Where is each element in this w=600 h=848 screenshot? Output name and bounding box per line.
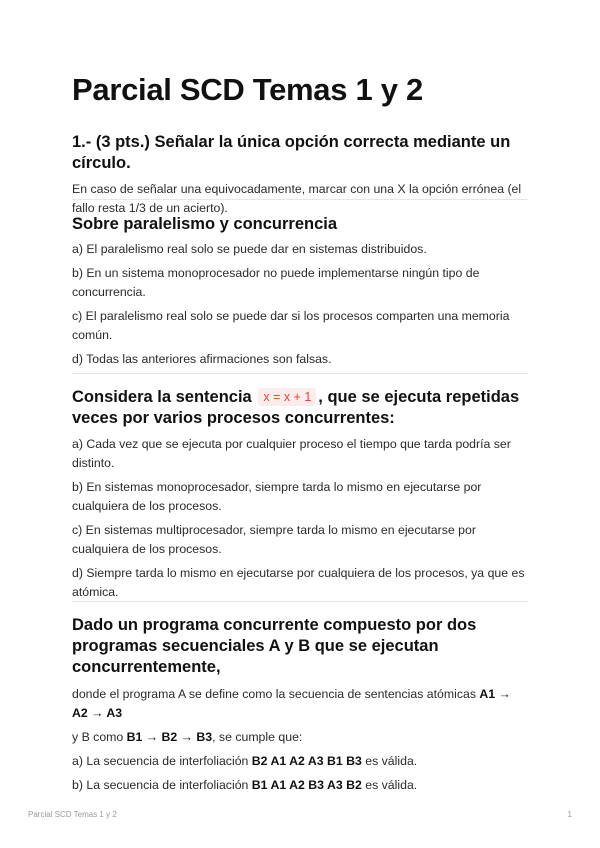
option-a-post: es válida. xyxy=(361,754,418,768)
section-3-option-a xyxy=(72,752,528,771)
page-number: 1 xyxy=(567,810,572,819)
section-3-line-2 xyxy=(72,728,528,747)
section-2-option-a: a) Cada vez que se ejecuta por cualquier proceso el tiempo que tarda podría ser distinto. xyxy=(72,437,511,470)
section-3-line-2-post: , se cumple que: xyxy=(212,730,303,744)
section-paralelismo xyxy=(72,214,528,369)
divider xyxy=(72,199,528,200)
section-2-heading-post: , que se ejecuta repetidas veces por varios procesos concurrentes: xyxy=(72,388,520,427)
section-2-option-c: c) En sistemas multiprocesador, siempre tarda lo mismo en ejecutarse por cualquiera de los procesos. xyxy=(72,523,476,556)
option-a-sequence: B2 A1 A2 A3 B1 B3 xyxy=(251,754,362,768)
section-3-line-1-text: donde el programa A se define como la secuencia de sentencias atómicas xyxy=(72,687,480,701)
sequence-b: B1 → B2 → B3 xyxy=(126,730,213,744)
section-programa xyxy=(72,615,528,795)
section-1-option-d: d) Todas las anteriores afirmaciones son falsas. xyxy=(72,352,332,366)
section-sentencia xyxy=(72,387,528,602)
section-2-heading xyxy=(72,387,528,429)
option-b-text: b) La secuencia de interfoliación xyxy=(72,778,252,792)
section-3-line-1 xyxy=(72,685,528,723)
page-footer xyxy=(28,810,572,819)
section-2-heading-pre: Considera la sentencia xyxy=(72,388,252,406)
section-3-line-2-text: y B como xyxy=(72,730,127,744)
section-1-option-c: c) El paralelismo real solo se puede dar si los procesos comparten una memoria común. xyxy=(72,309,510,342)
section-1-heading: Sobre paralelismo y concurrencia xyxy=(72,215,338,233)
option-b-post: es válida. xyxy=(361,778,418,792)
section-1-option-a: a) El paralelismo real solo se puede dar en sistemas distribuidos. xyxy=(72,242,427,256)
question-1-heading: 1.- (3 pts.) Señalar la única opción correcta mediante un círculo. xyxy=(72,133,511,172)
inline-code: x = x + 1 xyxy=(258,388,316,406)
option-a-text: a) La secuencia de interfoliación xyxy=(72,754,252,768)
section-2-option-b: b) En sistemas monoprocesador, siempre tarda lo mismo en ejecutarse por cualquiera de los procesos. xyxy=(72,480,482,513)
question-1 xyxy=(72,132,528,218)
footer-title: Parcial SCD Temas 1 y 2 xyxy=(28,810,117,819)
section-1-option-b: b) En un sistema monoprocesador no puede implementarse ningún tipo de concurrencia. xyxy=(72,266,480,299)
divider xyxy=(72,373,528,374)
section-2-option-d: d) Siempre tarda lo mismo en ejecutarse por cualquiera de los procesos, ya que es atómica. xyxy=(72,566,525,599)
question-1-note: En caso de señalar una equivocadamente, marcar con una X la opción errónea (el fallo resta 1/3 de un acierto). xyxy=(72,182,522,215)
option-b-sequence: B1 A1 A2 B3 A3 B2 xyxy=(251,778,362,792)
section-3-heading: Dado un programa concurrente compuesto por dos programas secuenciales A y B que se ejecutan concurrentemente, xyxy=(72,616,477,676)
sequence-a: A1 → A2 → A3 xyxy=(72,687,511,720)
page-title: Parcial SCD Temas 1 y 2 xyxy=(72,72,423,107)
divider xyxy=(72,601,528,602)
section-3-option-b xyxy=(72,776,528,795)
